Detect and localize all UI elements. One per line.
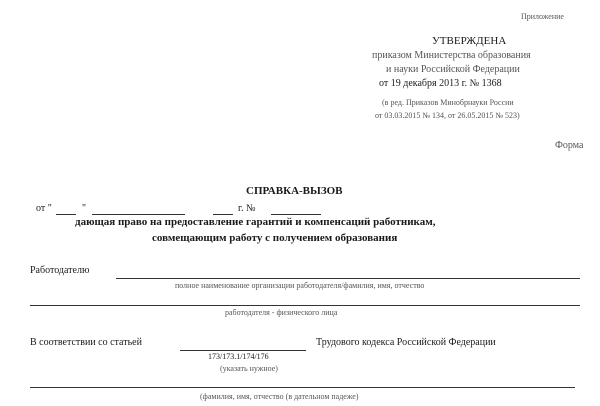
day-field[interactable]	[56, 214, 76, 215]
appendix-label: Приложение	[521, 12, 564, 21]
number-field[interactable]	[271, 214, 321, 215]
article-law-label: Трудового кодекса Российской Федерации	[316, 337, 496, 348]
date-prefix: от "	[36, 203, 52, 214]
order-line-2: и науки Российской Федерации	[386, 64, 520, 75]
date-quote-close: "	[82, 203, 87, 214]
form-label: Форма	[555, 140, 584, 151]
year-field[interactable]	[213, 214, 233, 215]
subtitle-line-2: совмещающим работу с получением образования	[152, 232, 398, 244]
order-line-3: от 19 декабря 2013 г. № 1368	[379, 78, 502, 89]
document-title: СПРАВКА-ВЫЗОВ	[246, 185, 343, 197]
revision-line-1: (в ред. Приказов Минобрнауки России	[382, 98, 514, 107]
employee-name-hint: (фамилия, имя, отчество (в дательном падеже)	[200, 392, 359, 401]
article-label: В соответствии со статьей	[30, 337, 142, 348]
month-field[interactable]	[92, 214, 185, 215]
employer-hint-2: работодателя - физического лица	[225, 308, 338, 317]
order-line-1: приказом Министерства образования	[372, 50, 531, 61]
article-hint: (указать нужное)	[220, 364, 278, 373]
revision-line-2: от 03.03.2015 № 134, от 26.05.2015 № 523)	[375, 111, 520, 120]
employer-hint-1: полное наименование организации работодателя/фамилия, имя, отчество	[175, 281, 425, 290]
employee-name-field[interactable]	[30, 387, 575, 388]
year-number-label: г. №	[238, 203, 256, 214]
subtitle-line-1: дающая право на предоставление гарантий и компенсаций работникам,	[75, 216, 436, 228]
employer-field-2[interactable]	[30, 305, 580, 306]
employer-field[interactable]	[116, 278, 580, 279]
article-numbers: 173/173.1/174/176	[208, 352, 269, 361]
article-field[interactable]	[180, 350, 306, 351]
employer-label: Работодателю	[30, 265, 90, 276]
approved-label: УТВЕРЖДЕНА	[432, 35, 507, 47]
